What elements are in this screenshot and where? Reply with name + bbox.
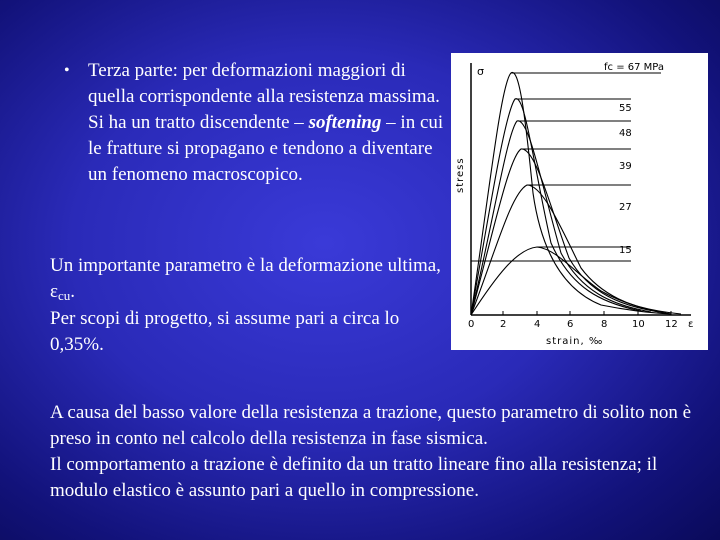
bullet-text-end: – in cui le fratture si propagano e tendono a diventare un fenomeno macroscopico. [88,112,444,185]
curve-labels [604,62,664,256]
label-leader-lines [471,73,661,261]
label-fc-67: fc = 67 MPa [604,62,664,73]
x-ticks [468,311,693,330]
x-tick-4: 4 [534,319,541,330]
tension-line-2: Il comportamento a trazione è definito da un tratto lineare fino alla resistenza; il modulo elastico è assunto pari a quello in compressione. [50,454,658,501]
stress-strain-plot [451,53,708,350]
cu-subscript: cu [57,288,71,303]
stress-strain-curves [471,72,681,315]
tension-paragraph [50,400,710,504]
bullet-marker: • [64,62,70,79]
label-15: 15 [619,245,632,256]
x-tick-10: 10 [632,319,645,330]
sigma-symbol: σ [477,65,484,78]
curve-48 [471,121,651,315]
y-axis-label: stress [455,157,466,193]
ultimate-strain-text: Un importante parametro è la deformazione ultima, [50,255,441,276]
epsilon-symbol: ε [50,281,58,302]
curve-55 [471,99,641,315]
x-tick-6: 6 [567,319,574,330]
curve-39 [471,149,666,315]
label-55: 55 [619,103,632,114]
design-value-line: Per scopi di progetto, si assume pari a circa lo 0,35%. [50,308,400,355]
bullet-text [88,58,444,188]
ultimate-strain-line [50,253,450,306]
tension-line-1: A causa del basso valore della resistenza a trazione, questo parametro di solito non è preso in conto nel calcolo della resistenza in fase sismica. [50,402,692,449]
x-tick-8: 8 [601,319,608,330]
ultimate-strain-paragraph [50,253,450,358]
curve-67 [471,72,671,315]
softening-emphasis: softening [308,112,382,133]
label-27: 27 [619,202,632,213]
label-48: 48 [619,128,632,139]
x-tick-12: 12 [665,319,678,330]
bullet-text-start: Terza parte: per deformazioni maggiori di quella corrispondente alla resistenza massima. Si ha un tratto discendente – [88,60,440,133]
epsilon-axis-symbol: ε [688,319,694,330]
stress-strain-figure [451,53,708,350]
x-tick-0: 0 [468,319,475,330]
x-tick-2: 2 [500,319,507,330]
label-39: 39 [619,161,632,172]
period: . [70,281,76,302]
curve-27 [471,185,671,315]
x-axis-label: strain, ‰ [546,336,604,347]
bullet-paragraph [64,58,444,188]
